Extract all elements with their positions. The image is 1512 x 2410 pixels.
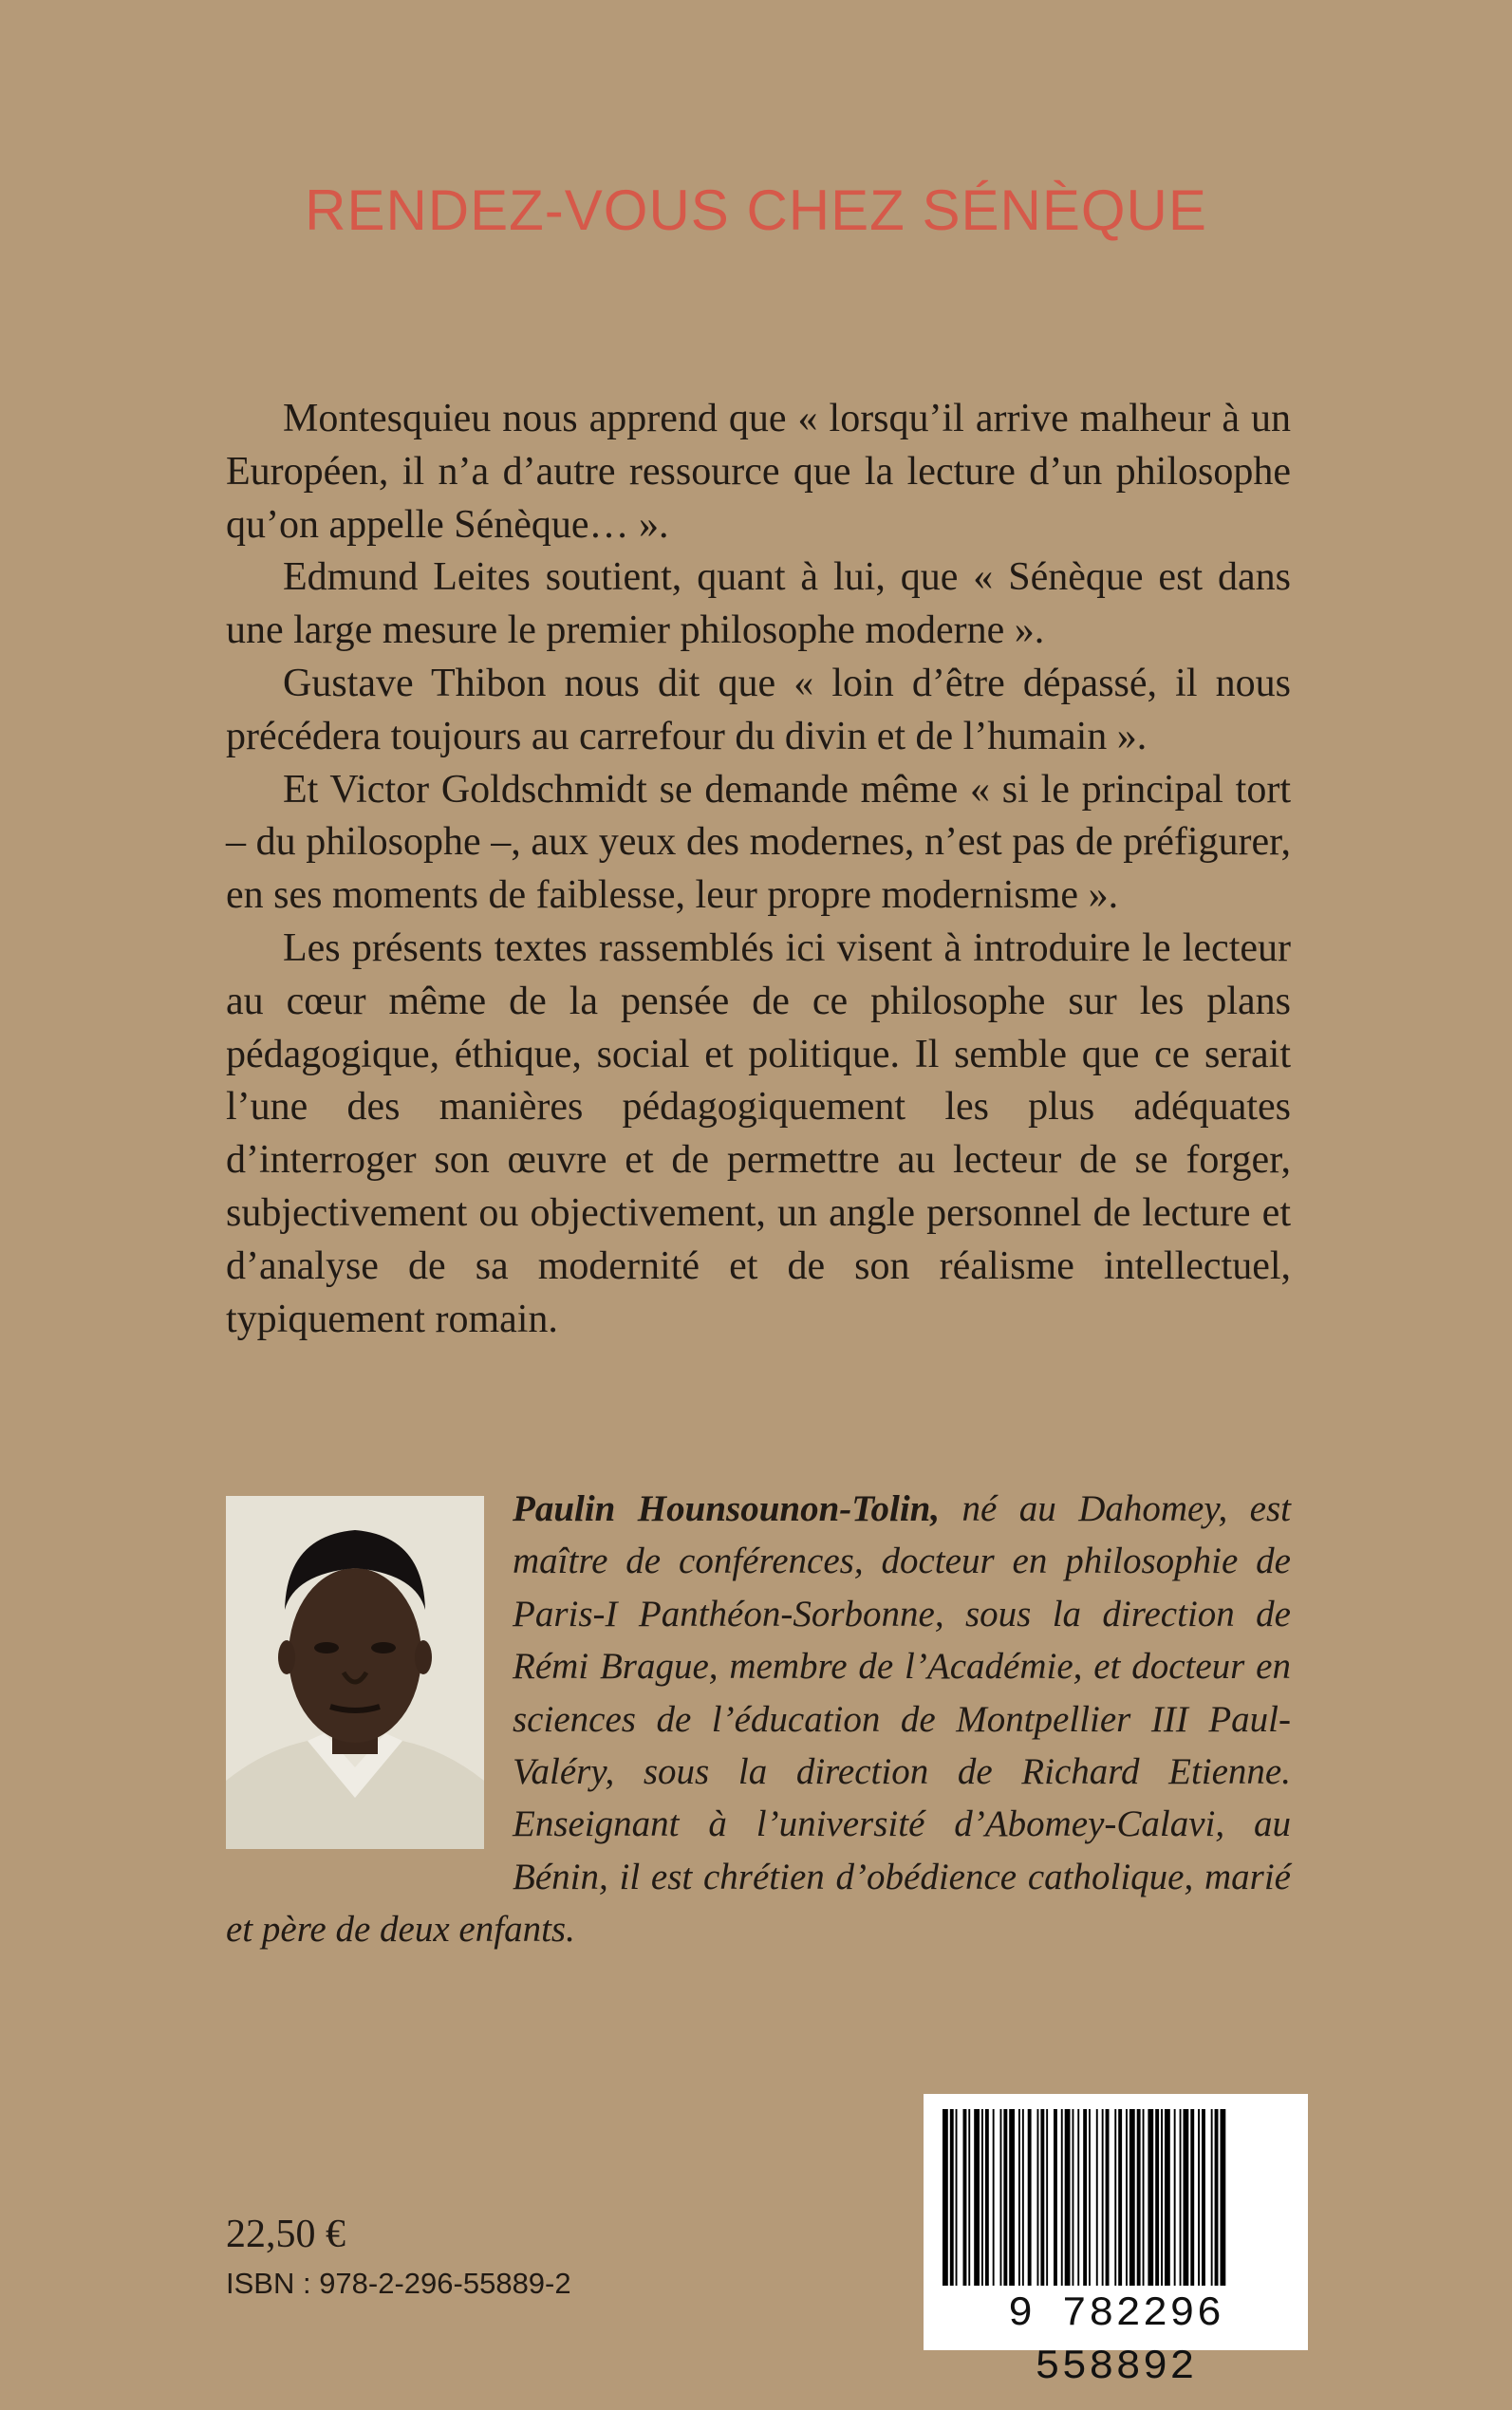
barcode-bar [1148,2109,1153,2286]
barcode-bar [956,2109,958,2286]
barcode-bar [1165,2109,1170,2286]
author-name: Paulin Hounsounon-Tolin, [513,1488,941,1529]
author-bio [226,1483,1291,1956]
blurb-paragraph: Les présents textes rassemblés ici visent à introduire le lecteur au cœur même de la pensée de ce philosophe sur les plans pédagogique, éthique, social et politique. Il semble que ce serait l’une des manières pédagogiquement les plus adéquates d’interroger son œuvre et de permettre au lecteur de se forger, subjectivement ou objectivement, un angle personnel de lecture et d’analyse de sa modernité et de son réalisme intellectuel, typiquement romain. [226,925,1291,1341]
barcode-bar [1009,2109,1015,2286]
author-portrait-image [226,1496,484,1849]
barcode-bar [1018,2109,1020,2286]
author-bio-text: né au Dahomey, est maître de conférences, docteur en philosophie de Paris-I Panthéon-Sorbonne, sous la direction de Rémi Brague, membre de l’Académie, et docteur en sciences de l’éducation de Montpellier III Paul-Valéry, sous la direction de Richard Etienne. Enseignant à l’université d’Abomey-Calavi, au Bénin, il est chrétien d’obédience catholique, marié et père de deux enfants. [226,1488,1291,1951]
barcode-bar [1126,2109,1128,2286]
barcode-bar [950,2109,954,2286]
barcode-bar [1106,2109,1110,2286]
barcode-bar [1022,2109,1024,2286]
barcode-bar [1211,2109,1213,2286]
barcode-bar [1003,2109,1007,2286]
price: 22,50 € [226,2213,345,2256]
barcode-bar [1118,2109,1122,2286]
blurb-text [226,393,1291,1346]
barcode-bar [1202,2109,1205,2286]
blurb-paragraph: Montesquieu nous apprend que « lorsqu’il arrive malheur à un Européen, il n’a d’autre ressource que la lecture d’un philosophe qu’on appelle Sénèque… ». [226,397,1291,547]
barcode-bar [981,2109,983,2286]
barcode-bar [1184,2109,1189,2286]
barcode-bar [963,2109,967,2286]
barcode-bar [1198,2109,1200,2286]
barcode-bar [1037,2109,1039,2286]
barcode-bar [1137,2109,1141,2286]
barcode-bar [1102,2109,1104,2286]
barcode-bar [1028,2109,1032,2286]
barcode-bar [974,2109,980,2286]
barcode-bar [1083,2109,1087,2286]
barcode-bar [1215,2109,1219,2286]
barcode-bar [1061,2109,1063,2286]
barcode-bar [1129,2109,1135,2286]
barcode-bar [1089,2109,1091,2286]
barcode-bar [1046,2109,1048,2286]
barcode-bar [1073,2109,1074,2286]
barcode-bar [943,2109,948,2286]
blurb-paragraph: Edmund Leites soutient, quant à lui, que « Sénèque est dans une large mesure le premier philosophe moderne ». [226,555,1291,653]
author-photo [226,1496,484,1849]
barcode [924,2094,1308,2391]
isbn: ISBN : 978-2-296-55889-2 [226,2267,571,2300]
barcode-bar [1180,2109,1182,2286]
barcode-bar [1161,2109,1163,2286]
barcode-bars [924,2094,1308,2293]
barcode-bar [968,2109,970,2286]
barcode-digits: 9 782296 558892 [1007,2290,1224,2391]
blurb-paragraph: Et Victor Goldschmidt se demande même « si le principal tort – du philosophe –, aux yeux des modernes, n’est pas de préfigurer, en ses moments de faiblesse, leur propre modernisme ». [226,767,1291,918]
blurb-paragraph: Gustave Thibon nous dit que « loin d’être dépassé, il nous précédera toujours au carrefour du divin et de l’humain ». [226,661,1291,758]
barcode-bar [1221,2109,1226,2286]
book-title: RENDEZ-VOUS CHEZ SÉNÈQUE [305,178,1207,242]
barcode-bar [1114,2109,1116,2286]
barcode-bar [1040,2109,1044,2286]
barcode-bar [1000,2109,1002,2286]
barcode-bar [1077,2109,1079,2286]
barcode-bar [1155,2109,1159,2286]
barcode-bar [1174,2109,1176,2286]
barcode-bar [1190,2109,1194,2286]
barcode-bar [1054,2109,1057,2286]
barcode-bar [1065,2109,1071,2286]
barcode-bar [993,2109,995,2286]
barcode-bar [985,2109,989,2286]
barcode-bar [1143,2109,1145,2286]
barcode-bar [1096,2109,1098,2286]
